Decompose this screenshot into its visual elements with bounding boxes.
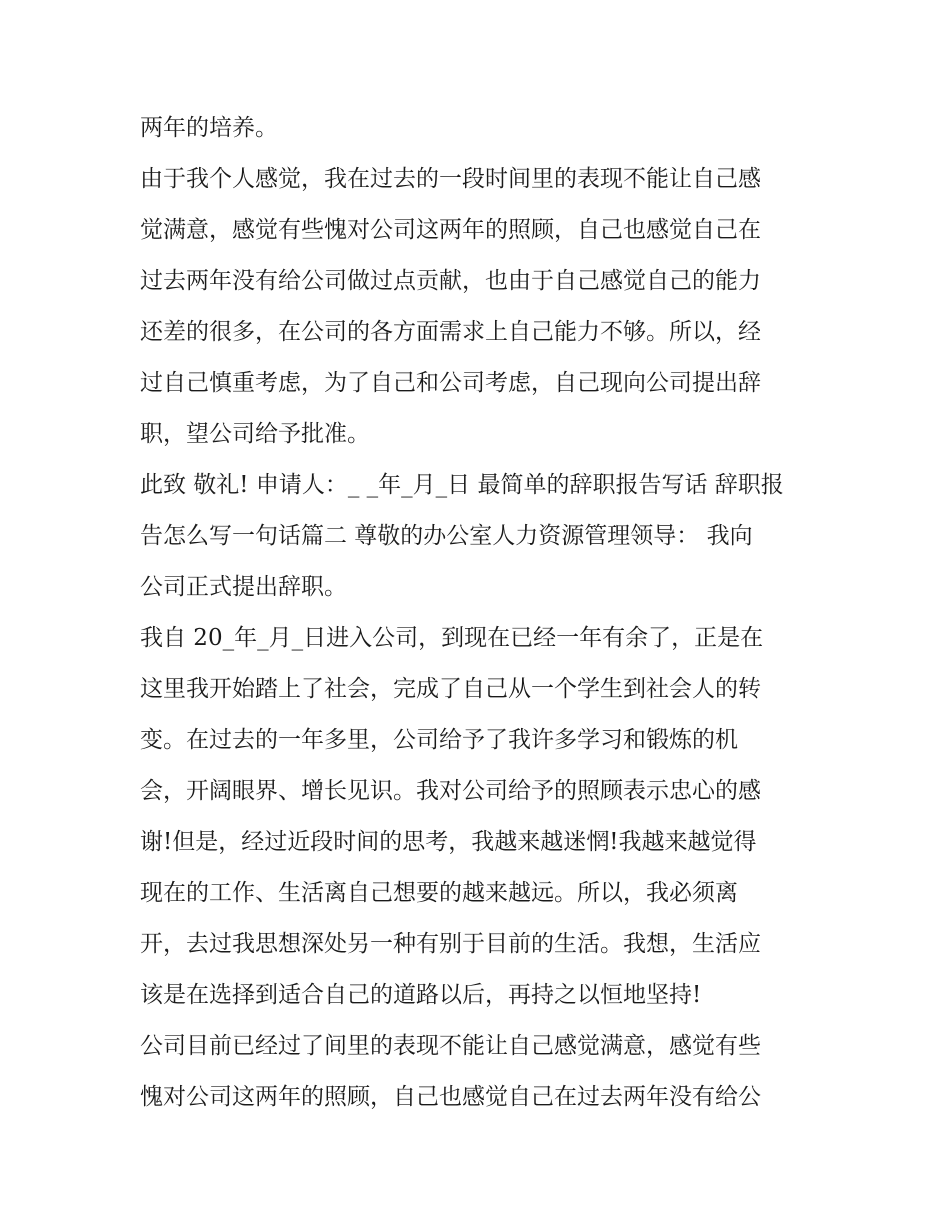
text-line: 公司目前已经过了间里的表现不能让自己感觉满意，感觉有些 [140,1033,761,1059]
text-line: 告怎么写一句话篇二 尊敬的办公室人力资源管理领导： 我向 [140,523,753,549]
text-line: 觉满意，感觉有些愧对公司这两年的照顾，自己也感觉自己在 [140,217,761,243]
text-line: 由于我个人感觉，我在过去的一段时间里的表现不能让自己感 [140,166,761,192]
document-body [140,103,820,1123]
text-line: 我自 20_年_月_日进入公司，到现在已经一年有余了，正是在 [140,625,764,651]
text-line: 谢!但是，经过近段时间的思考，我越来越迷惘!我越来越觉得 [140,829,757,855]
text-line: 现在的工作、生活离自己想要的越来越远。所以，我必须离 [140,880,738,906]
text-line: 愧对公司这两年的照顾，自己也感觉自己在过去两年没有给公 [140,1084,761,1110]
text-line: 此致 敬礼! 申请人：_ _年_月_日 最简单的辞职报告写话 辞职报 [140,472,784,498]
text-line: 公司正式提出辞职。 [140,574,347,600]
text-line: 两年的培养。 [140,115,278,141]
text-line: 还差的很多，在公司的各方面需求上自己能力不够。所以，经 [140,319,761,345]
text-line: 过自己慎重考虑，为了自己和公司考虑，自己现向公司提出辞 [140,370,761,396]
text-line: 变。在过去的一年多里，公司给予了我许多学习和锻炼的机 [140,727,738,753]
text-line: 这里我开始踏上了社会，完成了自己从一个学生到社会人的转 [140,676,761,702]
text-line: 开，去过我思想深处另一种有别于目前的生活。我想，生活应 [140,931,761,957]
text-line: 该是在选择到适合自己的道路以后，再持之以恒地坚持! [140,982,702,1008]
text-line: 过去两年没有给公司做过点贡献，也由于自己感觉自己的能力 [140,268,761,294]
text-line: 职，望公司给予批准。 [140,421,370,447]
text-line: 会，开阔眼界、增长见识。我对公司给予的照顾表示忠心的感 [140,778,761,804]
